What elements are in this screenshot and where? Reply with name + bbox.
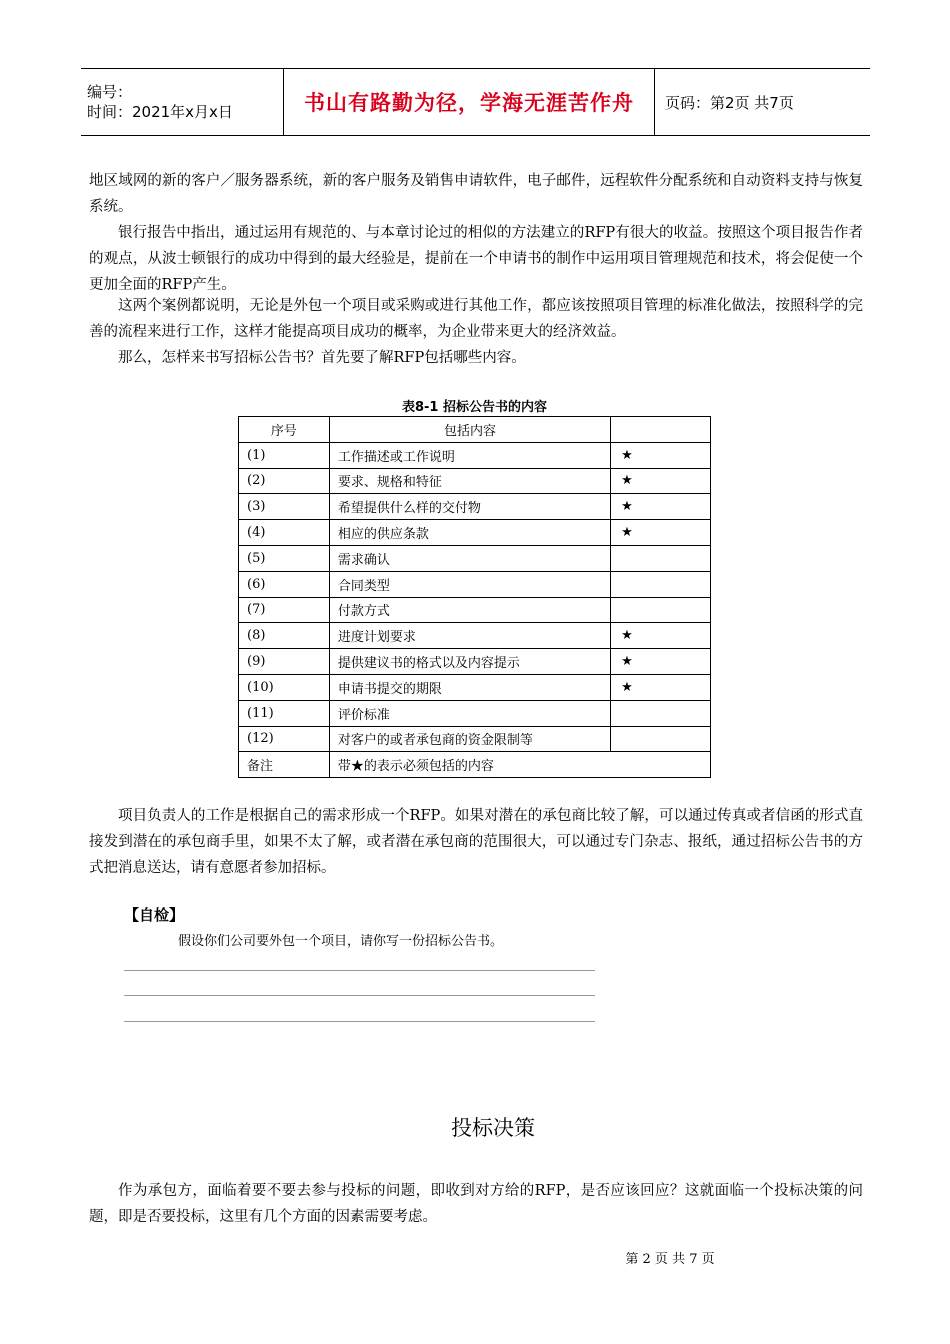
table-cell-number: (9) <box>239 649 330 675</box>
paragraph-2: 银行报告中指出，通过运用有规范的、与本章讨论过的相似的方法建立的RFP有很大的收益。按照这个项目报告作者的观点，从波士顿银行的成功中得到的最大经验是，提前在一个申请书的制作中运用项目管理规范和技术，将会促使一个更加全面的RFP产生。 <box>89 225 863 293</box>
table-cell-number: (6) <box>239 571 330 597</box>
table-cell-number: (4) <box>239 520 330 546</box>
page-header <box>81 68 870 136</box>
table-cell-mark: ★ <box>611 649 711 675</box>
table-caption: 表8-1 招标公告书的内容 <box>401 400 547 415</box>
table-cell-mark <box>611 597 711 623</box>
table-cell-content: 要求、规格和特征 <box>329 468 610 494</box>
table-cell-content: 合同类型 <box>329 571 610 597</box>
table-cell-number: (8) <box>239 623 330 649</box>
table-cell-number: (3) <box>239 494 330 520</box>
table-row <box>239 726 711 752</box>
paragraph-1: 地区域网的新的客户／服务器系统，新的客户服务及销售申请软件，电子邮件，远程软件分配系统和自动资料支持与恢复系统。 <box>89 173 863 215</box>
table-cell-mark: ★ <box>611 520 711 546</box>
header-right <box>655 69 870 135</box>
table-cell-mark: ★ <box>611 494 711 520</box>
table-cell-number: (10) <box>239 674 330 700</box>
table-cell-mark <box>611 571 711 597</box>
header-middle <box>284 69 655 135</box>
table-cell-number: (12) <box>239 726 330 752</box>
table-note-label: 备注 <box>239 752 330 778</box>
table-cell-mark: ★ <box>611 623 711 649</box>
number-label: 编号： <box>87 83 133 101</box>
table-cell-content: 提供建议书的格式以及内容提示 <box>329 649 610 675</box>
table-row <box>239 571 711 597</box>
table-row <box>239 468 711 494</box>
table-cell-mark <box>611 726 711 752</box>
table-cell-mark: ★ <box>611 468 711 494</box>
table-cell-mark <box>611 417 711 443</box>
table-cell-number: (11) <box>239 700 330 726</box>
table-cell-content: 希望提供什么样的交付物 <box>329 494 610 520</box>
header-left <box>81 69 284 135</box>
page-footer: 第 2 页 共 7 页 <box>625 1252 715 1267</box>
table-cell-content: 需求确认 <box>329 545 610 571</box>
rfp-contents-table <box>238 416 711 778</box>
self-check-heading: 【自检】 <box>124 906 185 924</box>
table-cell-content: 相应的供应条款 <box>329 520 610 546</box>
table-row <box>239 520 711 546</box>
page-info: 页码：第2页 共7页 <box>665 93 794 112</box>
table-cell-content: 评价标准 <box>329 700 610 726</box>
table-cell-mark <box>611 545 711 571</box>
table-row <box>239 597 711 623</box>
section-title: 投标决策 <box>451 1116 535 1140</box>
table-row <box>239 623 711 649</box>
table-cell-mark <box>611 700 711 726</box>
table-cell-number: (5) <box>239 545 330 571</box>
motto: 书山有路勤为径，学海无涯苦作舟 <box>304 91 634 115</box>
answer-line <box>124 1021 595 1022</box>
table-note-row <box>239 752 711 778</box>
paragraph-4: 那么，怎样来书写招标公告书？首先要了解RFP包括哪些内容。 <box>118 350 526 366</box>
table-row <box>239 649 711 675</box>
table-cell-number: 序号 <box>239 417 330 443</box>
answer-line <box>124 995 595 996</box>
table-cell-content: 工作描述或工作说明 <box>329 442 610 468</box>
table-row <box>239 494 711 520</box>
table-row <box>239 674 711 700</box>
table-cell-content: 包括内容 <box>329 417 610 443</box>
table-header-row <box>239 417 711 443</box>
answer-line <box>124 970 595 971</box>
table-cell-number: (2) <box>239 468 330 494</box>
table-cell-content: 进度计划要求 <box>329 623 610 649</box>
date-label: 时间：2021年x月x日 <box>87 103 233 121</box>
paragraph-3: 这两个案例都说明，无论是外包一个项目或采购或进行其他工作，都应该按照项目管理的标准化做法，按照科学的完善的流程来进行工作，这样才能提高项目成功的概率，为企业带来更大的经济效益。 <box>89 298 863 340</box>
table-cell-mark: ★ <box>611 674 711 700</box>
table-cell-number: (7) <box>239 597 330 623</box>
section-paragraph: 作为承包方，面临着要不要去参与投标的问题，即收到对方给的RFP，是否应该回应？这就面临一个投标决策的问题，即是否要投标，这里有几个方面的因素需要考虑。 <box>89 1183 863 1225</box>
table-row <box>239 442 711 468</box>
table-cell-content: 对客户的或者承包商的资金限制等 <box>329 726 610 752</box>
paragraph-after-table: 项目负责人的工作是根据自己的需求形成一个RFP。如果对潜在的承包商比较了解，可以通过传真或者信函的形式直接发到潜在的承包商手里，如果不太了解，或者潜在承包商的范围很大，可以通过专门杂志、报纸，通过招标公告书的方式把消息送达，请有意愿者参加招标。 <box>89 808 863 876</box>
table-note-text: 带★的表示必须包括的内容 <box>329 752 710 778</box>
table-row <box>239 545 711 571</box>
table-cell-content: 付款方式 <box>329 597 610 623</box>
table-cell-number: (1) <box>239 442 330 468</box>
self-check-prompt: 假设你们公司要外包一个项目，请你写一份招标公告书。 <box>178 934 504 949</box>
table-cell-content: 申请书提交的期限 <box>329 674 610 700</box>
table-cell-mark: ★ <box>611 442 711 468</box>
table-row <box>239 700 711 726</box>
